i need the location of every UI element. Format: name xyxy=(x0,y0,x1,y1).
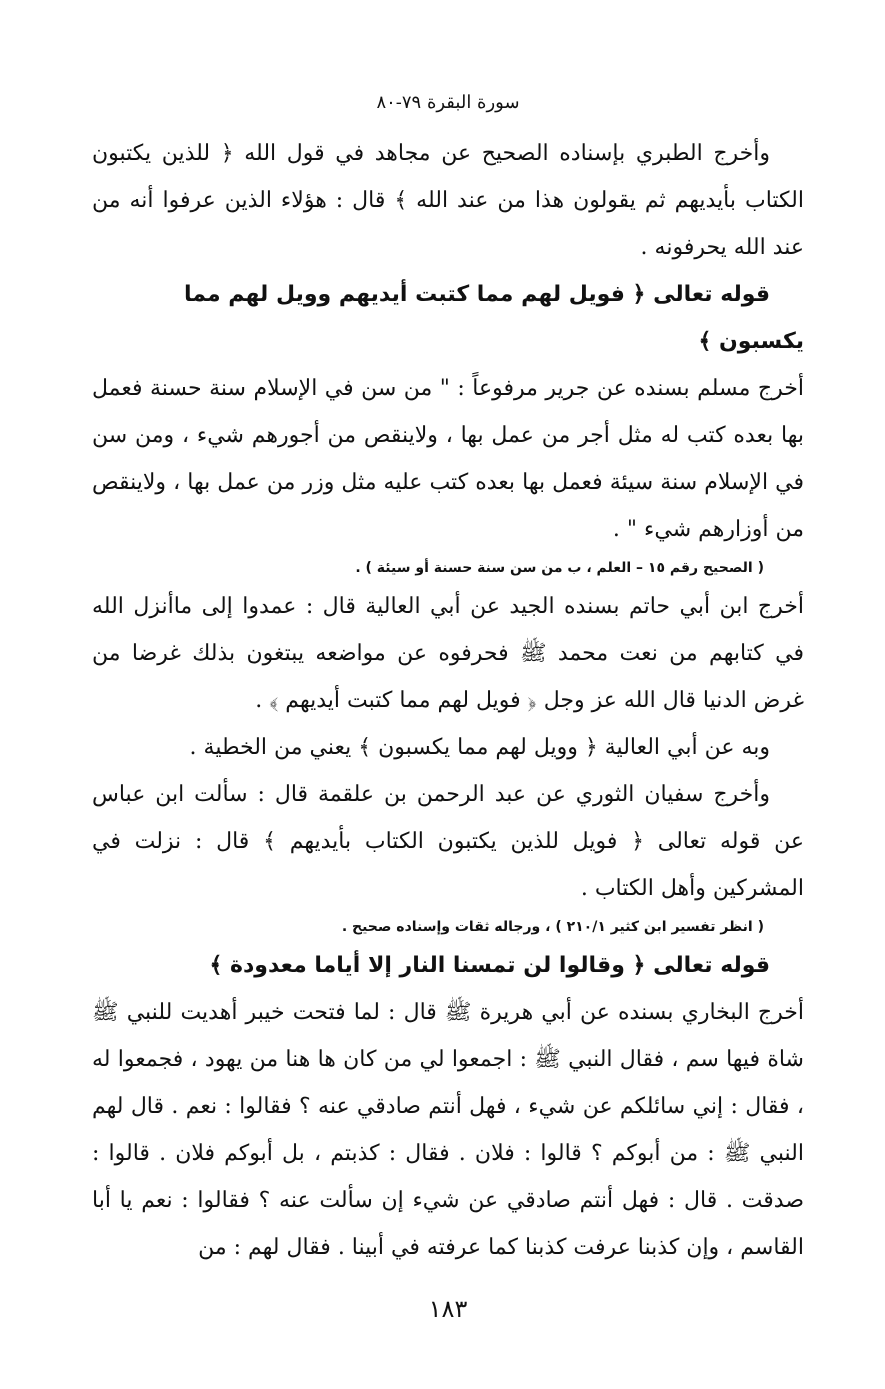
source-citation-muslim: ( الصحيح رقم ١٥ – العلم ، ب من سن سنة حسنة أو سيئة ) . xyxy=(355,560,764,576)
paragraph-abi-aliya: وبه عن أبي العالية ﴿ وويل لهم مما يكسبون ﴾ يعني من الخطية . xyxy=(189,735,770,760)
running-header: سورة البقرة ٧٩-٨٠ xyxy=(376,92,520,113)
paragraph-thawri: وأخرج سفيان الثوري عن عبد الرحمن بن علقمة قال : سألت ابن عباس عن قوله تعالى ﴿ فويل للذين يكتبون الكتاب بأيديهم ﴾ قال : نزلت في المشركين وأهل الكتاب . xyxy=(92,782,804,901)
page-body xyxy=(92,130,804,1271)
source-citation-ibn-kathir: ( انظر تفسير ابن كثير ٢١٠/١ ) ، ورجاله ثقات وإسناده صحيح . xyxy=(341,919,764,935)
paragraph-muslim: أخرج مسلم بسنده عن جرير مرفوعاً : " من سن في الإسلام سنة حسنة فعمل بها بعده كتب له مثل أجر من عمل بها ، ولاينقص من أجورهم شيء ، ومن سن في الإسلام سنة سيئة فعمل بها بعده كتب عليه مثل وزر من عمل بها ، ولاينقص من أوزارهم شيء " . xyxy=(92,376,804,542)
paragraph-tabari: وأخرج الطبري بإسناده الصحيح عن مجاهد في قول الله ﴿ للذين يكتبون الكتاب بأيديهم ثم يقولون هذا من عند الله ﴾ قال : هؤلاء الذين عرفوا أنه من عند الله يحرفونه . xyxy=(92,141,804,260)
paragraph-ibn-abi-hatim: أخرج ابن أبي حاتم بسنده الجيد عن أبي العالية قال : عمدوا إلى ماأنزل الله في كتابهم من نعت محمد ﷺ فحرفوه عن مواضعه يبتغون بذلك غرضا من غرض الدنيا قال الله عز وجل ﴿ فويل لهم مما كتبت أيديهم ﴾ . xyxy=(92,594,804,713)
paragraph-bukhari: أخرج البخاري بسنده عن أبي هريرة ﷺ قال : لما فتحت خيبر أهديت للنبي ﷺ شاة فيها سم ، فقال النبي ﷺ : اجمعوا لي من كان ها هنا من يهود ، فجمعوا له ، فقال : إني سائلكم عن شيء ، فهل أنتم صادقي عنه ؟ فقالوا : نعم . قال لهم النبي ﷺ : من أبوكم ؟ قالوا : فلان . فقال : كذبتم ، بل أبوكم فلان . قالوا : صدقت . قال : فهل أنتم صادقي عن شيء إن سألت عنه ؟ فقالوا : نعم يا أبا القاسم ، وإن كذبنا عرفت كذبنا كما عرفته في أبينا . فقال لهم : من xyxy=(92,1000,804,1260)
page-number: ١٨٣ xyxy=(428,1295,468,1323)
verse-heading-fire: قوله تعالى ﴿ وقالوا لن تمسنا النار إلا أياما معدودة ﴾ xyxy=(209,953,770,978)
verse-heading-woe: قوله تعالى ﴿ فويل لهم مما كتبت أيديهم وويل لهم مما يكسبون ﴾ xyxy=(183,282,804,354)
book-page xyxy=(92,0,804,1389)
